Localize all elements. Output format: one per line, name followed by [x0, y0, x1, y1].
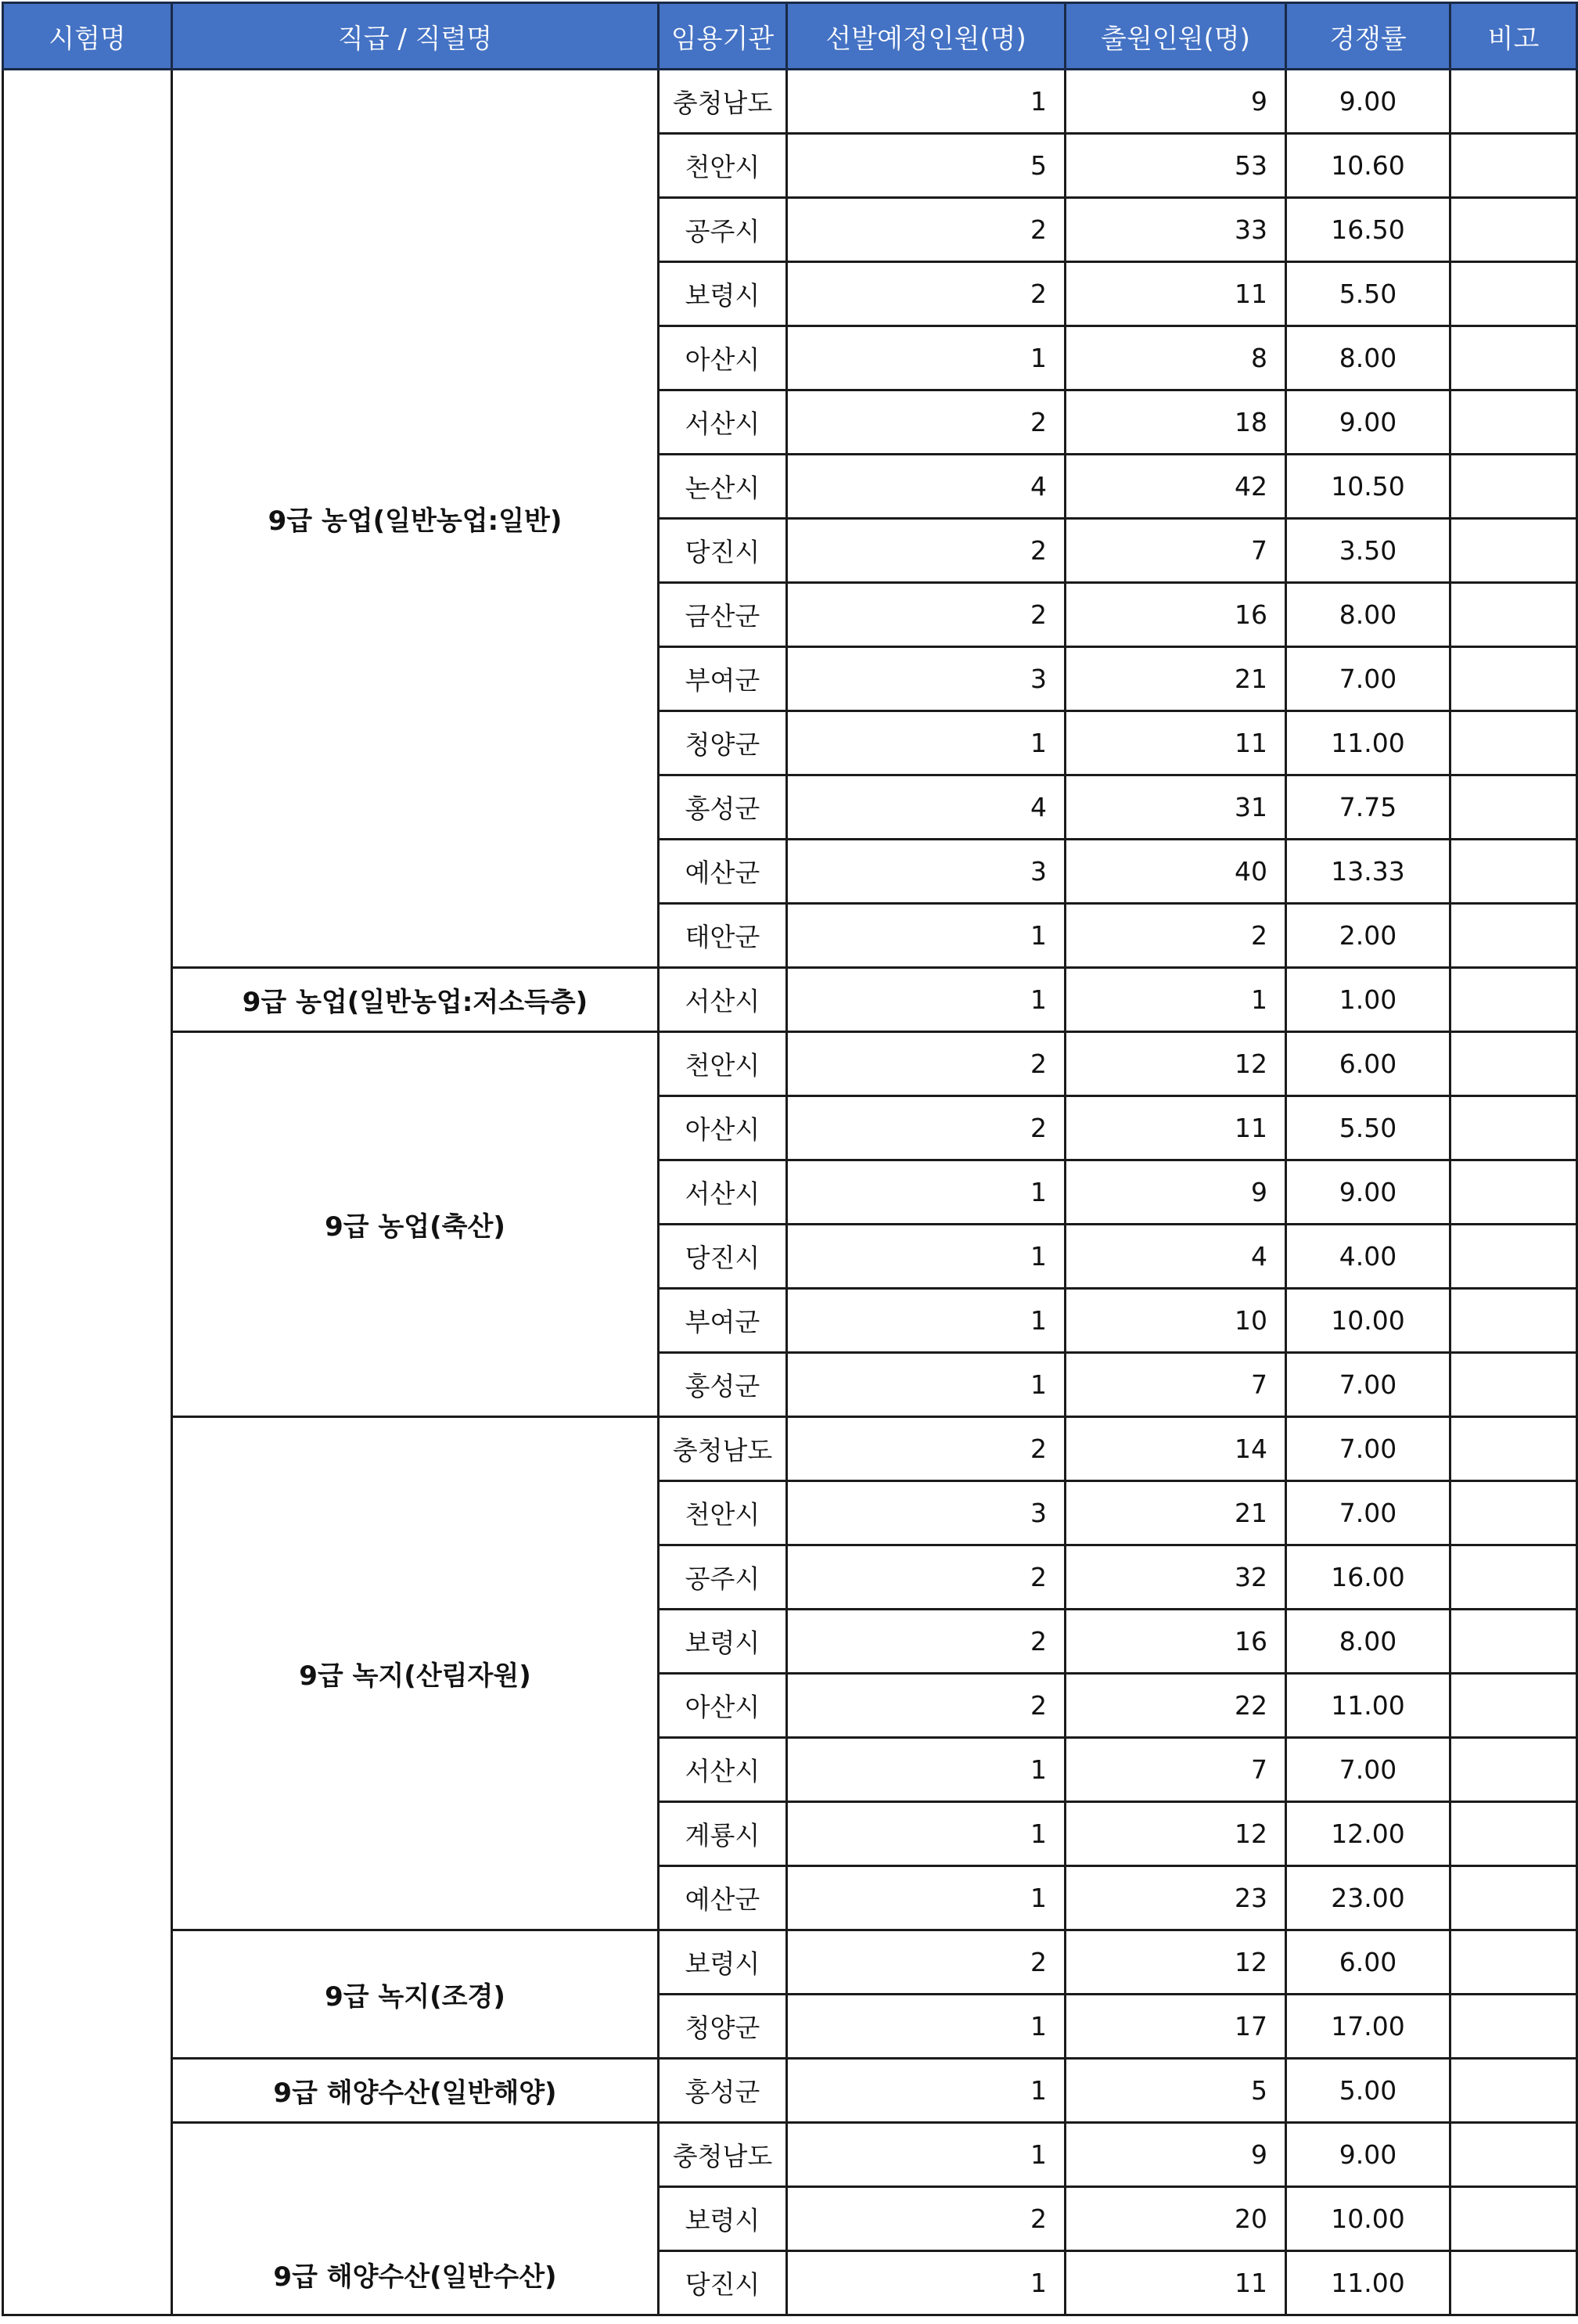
note-cell: [1450, 1610, 1577, 1674]
applied-cell: 10: [1066, 1289, 1286, 1353]
job-title-cell: 9급 녹지(산림자원): [172, 1417, 659, 1930]
note-cell: [1450, 262, 1577, 326]
applied-cell: 16: [1066, 1610, 1286, 1674]
agency-cell: 서산시: [659, 1738, 787, 1802]
planned-cell: 2: [787, 583, 1066, 647]
rate-cell: 23.00: [1286, 1866, 1450, 1930]
rate-cell: 9.00: [1286, 390, 1450, 455]
note-cell: [1450, 1545, 1577, 1610]
note-cell: [1450, 711, 1577, 775]
applied-cell: 7: [1066, 1353, 1286, 1417]
rate-cell: 7.00: [1286, 1417, 1450, 1481]
agency-cell: 서산시: [659, 1160, 787, 1225]
agency-cell: 당진시: [659, 2251, 787, 2315]
agency-cell: 아산시: [659, 1674, 787, 1738]
note-cell: [1450, 904, 1577, 968]
rate-cell: 2.00: [1286, 904, 1450, 968]
rate-cell: 4.00: [1286, 1225, 1450, 1289]
applied-cell: 12: [1066, 1930, 1286, 1995]
applied-cell: 12: [1066, 1032, 1286, 1096]
applied-cell: 11: [1066, 262, 1286, 326]
planned-cell: 2: [787, 1930, 1066, 1995]
header-exam-name: 시험명: [3, 3, 172, 70]
header-rate: 경쟁률: [1286, 3, 1450, 70]
agency-cell: 충청남도: [659, 1417, 787, 1481]
applied-cell: 9: [1066, 2123, 1286, 2187]
planned-cell: 2: [787, 198, 1066, 262]
planned-cell: 4: [787, 775, 1066, 840]
table-row: [3, 1417, 1577, 1481]
applied-cell: 11: [1066, 1096, 1286, 1160]
planned-cell: 1: [787, 1160, 1066, 1225]
applied-cell: 31: [1066, 775, 1286, 840]
agency-cell: 충청남도: [659, 2123, 787, 2187]
table-row: [3, 2123, 1577, 2187]
applied-cell: 23: [1066, 1866, 1286, 1930]
note-cell: [1450, 1866, 1577, 1930]
agency-cell: 청양군: [659, 1995, 787, 2059]
planned-cell: 2: [787, 1610, 1066, 1674]
rate-cell: 10.60: [1286, 134, 1450, 198]
rate-cell: 5.50: [1286, 1096, 1450, 1160]
agency-cell: 당진시: [659, 1225, 787, 1289]
agency-cell: 천안시: [659, 1032, 787, 1096]
note-cell: [1450, 968, 1577, 1032]
planned-cell: 1: [787, 1225, 1066, 1289]
exam-name-cell: [3, 70, 172, 2315]
agency-cell: 서산시: [659, 968, 787, 1032]
applied-cell: 14: [1066, 1417, 1286, 1481]
applied-cell: 42: [1066, 455, 1286, 519]
applied-cell: 32: [1066, 1545, 1286, 1610]
rate-cell: 5.50: [1286, 262, 1450, 326]
applied-cell: 7: [1066, 1738, 1286, 1802]
note-cell: [1450, 1289, 1577, 1353]
planned-cell: 3: [787, 647, 1066, 711]
agency-cell: 천안시: [659, 1481, 787, 1545]
note-cell: [1450, 1032, 1577, 1096]
note-cell: [1450, 390, 1577, 455]
agency-cell: 계룡시: [659, 1802, 787, 1866]
rate-cell: 7.00: [1286, 1738, 1450, 1802]
applied-cell: 16: [1066, 583, 1286, 647]
applied-cell: 8: [1066, 326, 1286, 390]
job-title-cell: 9급 녹지(조경): [172, 1930, 659, 2059]
agency-cell: 공주시: [659, 1545, 787, 1610]
note-cell: [1450, 1225, 1577, 1289]
planned-cell: 1: [787, 2251, 1066, 2315]
planned-cell: 1: [787, 2059, 1066, 2123]
table-row: [3, 70, 1577, 134]
note-cell: [1450, 1674, 1577, 1738]
applied-cell: 1: [1066, 968, 1286, 1032]
note-cell: [1450, 1738, 1577, 1802]
applied-cell: 53: [1066, 134, 1286, 198]
applied-cell: 18: [1066, 390, 1286, 455]
applied-cell: 9: [1066, 1160, 1286, 1225]
note-cell: [1450, 519, 1577, 583]
header-agency: 임용기관: [659, 3, 787, 70]
rate-cell: 9.00: [1286, 70, 1450, 134]
planned-cell: 1: [787, 1802, 1066, 1866]
rate-cell: 10.50: [1286, 455, 1450, 519]
rate-cell: 8.00: [1286, 583, 1450, 647]
planned-cell: 1: [787, 1353, 1066, 1417]
note-cell: [1450, 2251, 1577, 2315]
note-cell: [1450, 647, 1577, 711]
note-cell: [1450, 840, 1577, 904]
competition-table: [2, 2, 1578, 2316]
table-row: [3, 968, 1577, 1032]
note-cell: [1450, 2187, 1577, 2251]
header-applied: 출원인원(명): [1066, 3, 1286, 70]
planned-cell: 1: [787, 70, 1066, 134]
agency-cell: 청양군: [659, 711, 787, 775]
agency-cell: 홍성군: [659, 1353, 787, 1417]
table-row: [3, 1032, 1577, 1096]
rate-cell: 1.00: [1286, 968, 1450, 1032]
planned-cell: 2: [787, 519, 1066, 583]
agency-cell: 아산시: [659, 326, 787, 390]
planned-cell: 2: [787, 1545, 1066, 1610]
note-cell: [1450, 1417, 1577, 1481]
applied-cell: 11: [1066, 2251, 1286, 2315]
header-planned: 선발예정인원(명): [787, 3, 1066, 70]
rate-cell: 8.00: [1286, 326, 1450, 390]
agency-cell: 공주시: [659, 198, 787, 262]
planned-cell: 1: [787, 1995, 1066, 2059]
rate-cell: 13.33: [1286, 840, 1450, 904]
agency-cell: 예산군: [659, 1866, 787, 1930]
job-title-cell: 9급 농업(일반농업:저소득층): [172, 968, 659, 1032]
rate-cell: 6.00: [1286, 1930, 1450, 1995]
agency-cell: 부여군: [659, 647, 787, 711]
agency-cell: 금산군: [659, 583, 787, 647]
applied-cell: 9: [1066, 70, 1286, 134]
table-row: [3, 2059, 1577, 2123]
applied-cell: 11: [1066, 711, 1286, 775]
rate-cell: 17.00: [1286, 1995, 1450, 2059]
rate-cell: 11.00: [1286, 2251, 1450, 2315]
job-title-cell: 9급 해양수산(일반수산): [172, 2123, 659, 2315]
table-body: [3, 70, 1577, 2315]
agency-cell: 보령시: [659, 1930, 787, 1995]
applied-cell: 22: [1066, 1674, 1286, 1738]
job-title-cell: 9급 농업(일반농업:일반): [172, 70, 659, 968]
note-cell: [1450, 1995, 1577, 2059]
planned-cell: 2: [787, 1096, 1066, 1160]
rate-cell: 16.00: [1286, 1545, 1450, 1610]
job-title-cell: 9급 농업(축산): [172, 1032, 659, 1417]
agency-cell: 아산시: [659, 1096, 787, 1160]
planned-cell: 3: [787, 1481, 1066, 1545]
note-cell: [1450, 134, 1577, 198]
rate-cell: 8.00: [1286, 1610, 1450, 1674]
agency-cell: 논산시: [659, 455, 787, 519]
note-cell: [1450, 1353, 1577, 1417]
table-row: [3, 1930, 1577, 1995]
planned-cell: 2: [787, 1032, 1066, 1096]
rate-cell: 7.00: [1286, 647, 1450, 711]
rate-cell: 9.00: [1286, 2123, 1450, 2187]
applied-cell: 33: [1066, 198, 1286, 262]
agency-cell: 당진시: [659, 519, 787, 583]
header-row: [3, 3, 1577, 70]
rate-cell: 6.00: [1286, 1032, 1450, 1096]
planned-cell: 2: [787, 2187, 1066, 2251]
planned-cell: 1: [787, 968, 1066, 1032]
agency-cell: 보령시: [659, 262, 787, 326]
note-cell: [1450, 1930, 1577, 1995]
planned-cell: 1: [787, 326, 1066, 390]
note-cell: [1450, 583, 1577, 647]
planned-cell: 2: [787, 1674, 1066, 1738]
job-title-cell: 9급 해양수산(일반해양): [172, 2059, 659, 2123]
rate-cell: 16.50: [1286, 198, 1450, 262]
planned-cell: 1: [787, 1738, 1066, 1802]
agency-cell: 보령시: [659, 1610, 787, 1674]
note-cell: [1450, 2059, 1577, 2123]
planned-cell: 4: [787, 455, 1066, 519]
agency-cell: 홍성군: [659, 775, 787, 840]
rate-cell: 3.50: [1286, 519, 1450, 583]
note-cell: [1450, 198, 1577, 262]
planned-cell: 3: [787, 840, 1066, 904]
note-cell: [1450, 1481, 1577, 1545]
planned-cell: 1: [787, 711, 1066, 775]
applied-cell: 7: [1066, 519, 1286, 583]
planned-cell: 1: [787, 2123, 1066, 2187]
applied-cell: 21: [1066, 647, 1286, 711]
note-cell: [1450, 1096, 1577, 1160]
note-cell: [1450, 326, 1577, 390]
rate-cell: 7.75: [1286, 775, 1450, 840]
planned-cell: 2: [787, 390, 1066, 455]
agency-cell: 보령시: [659, 2187, 787, 2251]
note-cell: [1450, 1802, 1577, 1866]
applied-cell: 5: [1066, 2059, 1286, 2123]
agency-cell: 천안시: [659, 134, 787, 198]
note-cell: [1450, 2123, 1577, 2187]
planned-cell: 5: [787, 134, 1066, 198]
applied-cell: 21: [1066, 1481, 1286, 1545]
applied-cell: 4: [1066, 1225, 1286, 1289]
rate-cell: 5.00: [1286, 2059, 1450, 2123]
planned-cell: 1: [787, 1289, 1066, 1353]
applied-cell: 12: [1066, 1802, 1286, 1866]
agency-cell: 서산시: [659, 390, 787, 455]
agency-cell: 충청남도: [659, 70, 787, 134]
applied-cell: 40: [1066, 840, 1286, 904]
rate-cell: 9.00: [1286, 1160, 1450, 1225]
rate-cell: 10.00: [1286, 1289, 1450, 1353]
agency-cell: 홍성군: [659, 2059, 787, 2123]
planned-cell: 2: [787, 1417, 1066, 1481]
applied-cell: 2: [1066, 904, 1286, 968]
applied-cell: 17: [1066, 1995, 1286, 2059]
agency-cell: 부여군: [659, 1289, 787, 1353]
note-cell: [1450, 70, 1577, 134]
note-cell: [1450, 775, 1577, 840]
agency-cell: 예산군: [659, 840, 787, 904]
header-job-title: 직급 / 직렬명: [172, 3, 659, 70]
note-cell: [1450, 1160, 1577, 1225]
planned-cell: 1: [787, 904, 1066, 968]
rate-cell: 12.00: [1286, 1802, 1450, 1866]
planned-cell: 2: [787, 262, 1066, 326]
rate-cell: 7.00: [1286, 1481, 1450, 1545]
agency-cell: 태안군: [659, 904, 787, 968]
rate-cell: 11.00: [1286, 711, 1450, 775]
note-cell: [1450, 455, 1577, 519]
applied-cell: 20: [1066, 2187, 1286, 2251]
header-note: 비고: [1450, 3, 1577, 70]
rate-cell: 10.00: [1286, 2187, 1450, 2251]
rate-cell: 7.00: [1286, 1353, 1450, 1417]
rate-cell: 11.00: [1286, 1674, 1450, 1738]
planned-cell: 1: [787, 1866, 1066, 1930]
